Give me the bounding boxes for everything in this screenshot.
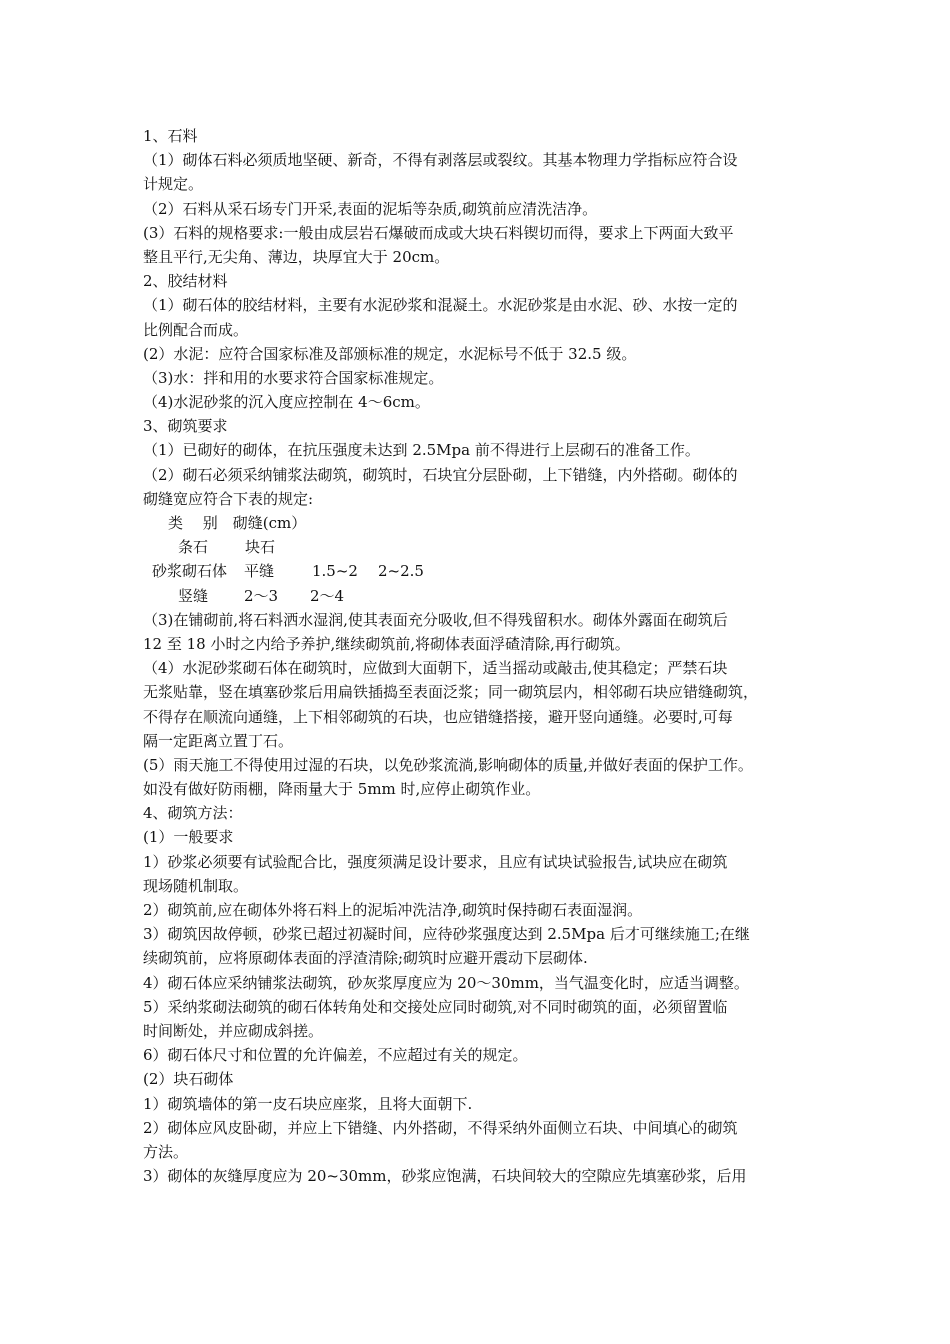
document-page <box>143 124 823 1188</box>
joint-width-table <box>143 511 823 608</box>
table-row-label: 砂浆砌石体 <box>152 562 228 581</box>
paragraph-line: （3)在铺砌前,将石料洒水湿润,使其表面充分吸收,但不得残留积水。砌体外露面在砌筑后 <box>143 610 728 629</box>
section-heading-masonry-methods: 4、砌筑方法： <box>143 804 243 823</box>
paragraph-line: （1）砌石体的胶结材料，主要有水泥砂浆和混凝土。水泥砂浆是由水泥、砂、水按一定的 <box>143 296 738 315</box>
paragraph-line: 3）砌体的灰缝厚度应为 20~30mm，砂浆应饱满，石块间较大的空隙应先填塞砂浆，后用 <box>143 1167 747 1186</box>
section-heading-masonry-requirements: 3、砌筑要求 <box>143 417 228 436</box>
paragraph-line: 砌缝宽应符合下表的规定: <box>143 489 314 508</box>
table-row <box>143 584 823 608</box>
paragraph-line: 无浆贴靠，竖在填塞砂浆后用扁铁插捣至表面泛浆；同一砌筑层内，相邻砌石块应错缝砌筑， <box>143 683 759 702</box>
paragraph-line: （4)水泥砂浆的沉入度应控制在 4～6cm。 <box>143 393 430 412</box>
paragraph-line: （4）水泥砂浆砌石体在砌筑时，应做到大面朝下，适当摇动或敲击,使其稳定；严禁石块 <box>143 659 728 678</box>
paragraph-line: 方法。 <box>143 1142 189 1161</box>
paragraph-line: 2）砌筑前,应在砌体外将石料上的泥垢冲洗洁净,砌筑时保持砌石表面湿润。 <box>143 901 643 919</box>
section-heading-binder: 2、胶结材料 <box>143 272 228 291</box>
subsection-heading: (2）块石砌体 <box>143 1070 234 1089</box>
paragraph-line: （2）石料从采石场专门开采,表面的泥垢等杂质,砌筑前应清洗洁净。 <box>143 199 598 218</box>
paragraph-line: 计规定。 <box>143 175 204 194</box>
paragraph-line: 不得存在顺流向通缝，上下相邻砌筑的石块，也应错缝搭接，避开竖向通缝。必要时,可每 <box>143 707 733 726</box>
paragraph-line: 比例配合而成。 <box>143 320 249 339</box>
table-col-stone-bar: 条石 <box>178 538 209 557</box>
table-subheader <box>143 535 823 559</box>
table-col-block-stone: 块石 <box>245 538 276 557</box>
table-header-text: 类 别 砌缝(cm） <box>168 514 307 532</box>
subsection-heading: (1）一般要求 <box>143 828 234 847</box>
paragraph-line: （1）已砌好的砌体，在抗压强度未达到 2.5Mpa 前不得进行上层砌石的准备工作。 <box>143 441 700 460</box>
table-cell: 2~2.5 <box>378 562 424 581</box>
paragraph-line: （3)水：拌和用的水要求符合国家标准规定。 <box>143 368 444 387</box>
table-row-type: 平缝 <box>244 562 275 581</box>
paragraph-line: （2）砌石必须采纳铺浆法砌筑，砌筑时，石块宜分层卧砌，上下错缝，内外搭砌。砌体的 <box>143 465 738 484</box>
paragraph-line: 6）砌石体尺寸和位置的允许偏差，不应超过有关的规定。 <box>143 1046 528 1065</box>
paragraph-line: 3）砌筑因故停顿，砂浆已超过初凝时间，应待砂浆强度达到 2.5Mpa 后才可继续施工;在继 <box>143 925 750 944</box>
paragraph-line: 时间断处，并应砌成斜搓。 <box>143 1021 324 1040</box>
paragraph-line: (3）石料的规格要求:一般由成层岩石爆破而成或大块石料锲切而得，要求上下两面大致平 <box>143 223 734 242</box>
paragraph-line: 如没有做好防雨棚，降雨量大于 5mm 时,应停止砌筑作业。 <box>143 780 541 799</box>
paragraph-line: 1）砂浆必须要有试验配合比，强度须满足设计要求，且应有试块试验报告,试块应在砌筑 <box>143 852 728 871</box>
table-cell: 2～3 <box>244 586 279 605</box>
paragraph-line: 12 至 18 小时之内给予养护,继续砌筑前,将砌体表面浮碴清除,再行砌筑。 <box>143 634 630 653</box>
table-cell: 2～4 <box>310 586 345 605</box>
paragraph-line: (2）水泥：应符合国家标准及部颁标准的规定，水泥标号不低于 32.5 级。 <box>143 344 637 363</box>
paragraph-line: 整且平行,无尖角、薄边，块厚宜大于 20cm。 <box>143 247 450 266</box>
section-heading-stone: 1、石料 <box>143 127 198 145</box>
paragraph-line: 1）砌筑墙体的第一皮石块应座浆，且将大面朝下. <box>143 1094 473 1113</box>
table-row-type: 竖缝 <box>178 586 209 605</box>
paragraph-line: 现场随机制取。 <box>143 876 249 895</box>
table-row <box>143 559 823 583</box>
paragraph-line: 续砌筑前，应将原砌体表面的浮渣清除;砌筑时应避开震动下层砌体. <box>143 949 588 968</box>
table-header <box>143 511 823 535</box>
paragraph-line: 2）砌体应风皮卧砌，并应上下错缝、内外搭砌，不得采纳外面侧立石块、中间填心的砌筑 <box>143 1118 738 1137</box>
paragraph-line: 5）采纳浆砌法砌筑的砌石体转角处和交接处应同时砌筑,对不同时砌筑的面，必须留置临 <box>143 997 728 1016</box>
paragraph-line: 隔一定距离立置丁石。 <box>143 731 294 750</box>
paragraph-line: 4）砌石体应采纳铺浆法砌筑，砂灰浆厚度应为 20～30mm，当气温变化时，应适当调整。 <box>143 973 749 992</box>
paragraph-line: (5）雨天施工不得使用过湿的石块，以免砂浆流淌,影响砌体的质量,并做好表面的保护工作。 <box>143 755 753 774</box>
table-cell: 1.5~2 <box>312 562 358 581</box>
paragraph-line: （1）砌体石料必须质地坚硬、新奇，不得有剥落层或裂纹。其基本物理力学指标应符合设 <box>143 151 738 170</box>
